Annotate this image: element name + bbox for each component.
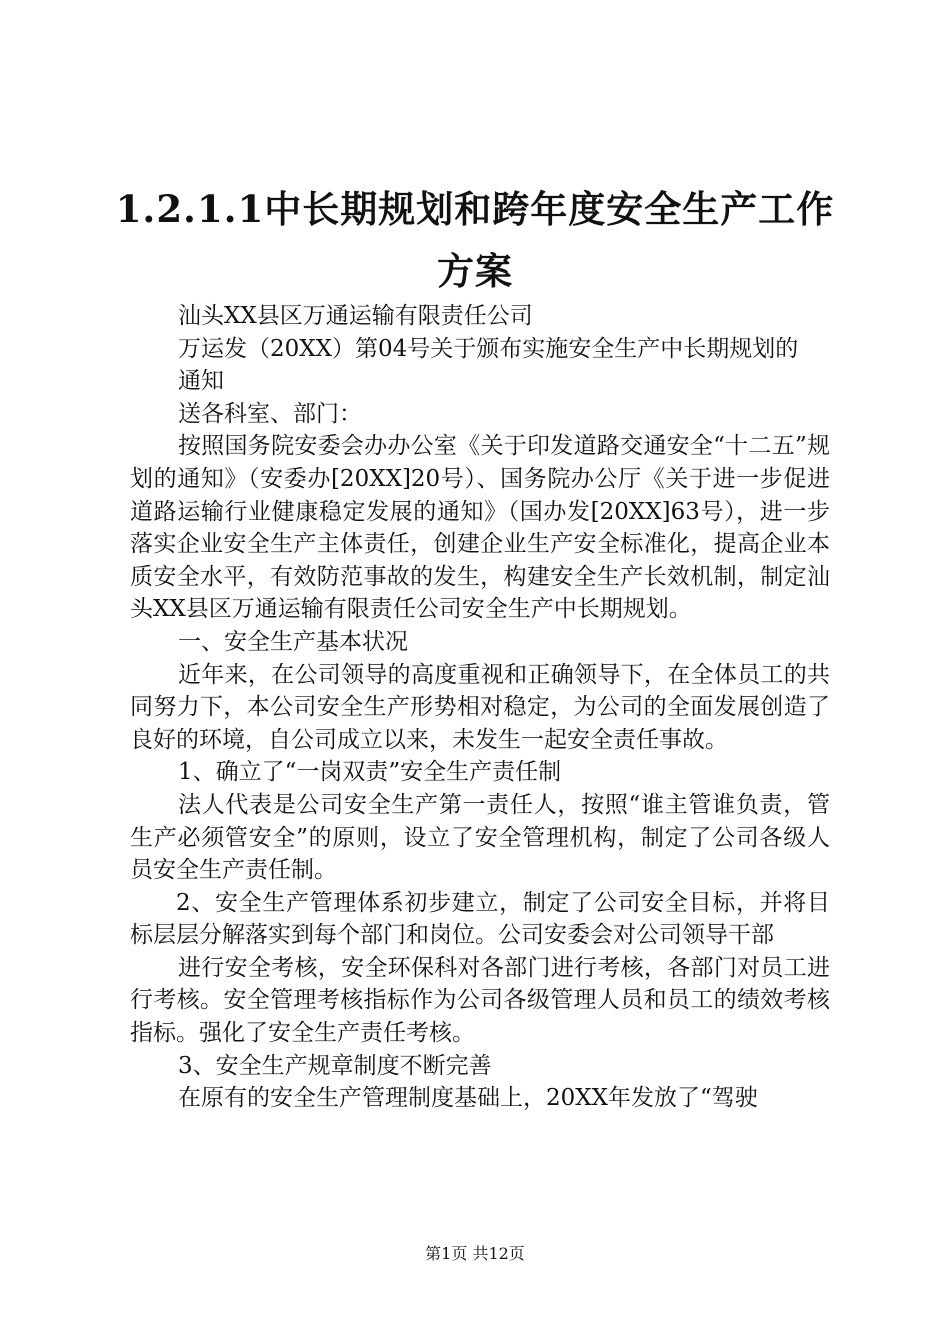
subsection-heading: 3、安全生产规章制度不断完善	[178, 1052, 492, 1079]
page-footer: 第1页 共12页	[425, 1244, 525, 1263]
paragraph: 法人代表是公司安全生产第一责任人，按照“谁主管谁负责，管生产必须管安全”的原则，设立了安全管理机构，制定了公司各级人员安全生产责任制。	[130, 791, 830, 884]
paragraph: 近年来，在公司领导的高度重视和正确领导下，在全体员工的共同努力下，本公司安全生产形势相对稳定，为公司的全面发展创造了良好的环境，自公司成立以来，未发生一起安全责任事故。	[130, 661, 830, 753]
notice-reference: 万运发（20XX）第04号关于颁布实施安全生产中长期规划的	[178, 335, 799, 362]
recipients-line: 送各科室、部门：	[178, 400, 362, 427]
paragraph: 在原有的安全生产管理制度基础上，20XX年发放了“驾驶	[178, 1085, 758, 1112]
document-body	[130, 300, 830, 1115]
section-heading: 一、安全生产基本状况	[178, 628, 408, 655]
company-name: 汕头XX县区万通运输有限责任公司	[178, 303, 533, 329]
notice-heading: 通知	[178, 368, 224, 395]
paragraph: 按照国务院安委会办办公室《关于印发道路交通安全“十二五”规划的通知》（安委办[20XX]20号）、国务院办公厅《关于进一步促进道路运输行业健康稳定发展的通知》（国办发[20XX]63号），进一步落实企业安全生产主体责任，创建企业生产安全标准化，提高企业本质安全水平，有效防范事故的发生，构建安全生产长效机制，制定汕头XX县区万通运输有限责任公司安全生产中长期规划。	[130, 433, 830, 623]
paragraph: 2、安全生产管理体系初步建立，制定了公司安全目标，并将目标层层分解落实到每个部门和岗位。公司安委会对公司领导干部	[130, 889, 830, 949]
subsection-heading: 1、确立了“一岗双责”安全生产责任制	[178, 759, 562, 786]
paragraph: 进行安全考核，安全环保科对各部门进行考核，各部门对员工进行考核。安全管理考核指标作为公司各级管理人员和员工的绩效考核指标。强化了安全生产责任考核。	[130, 954, 830, 1047]
document-title: 1.2.1.1中长期规划和跨年度安全生产工作方案	[115, 187, 835, 293]
